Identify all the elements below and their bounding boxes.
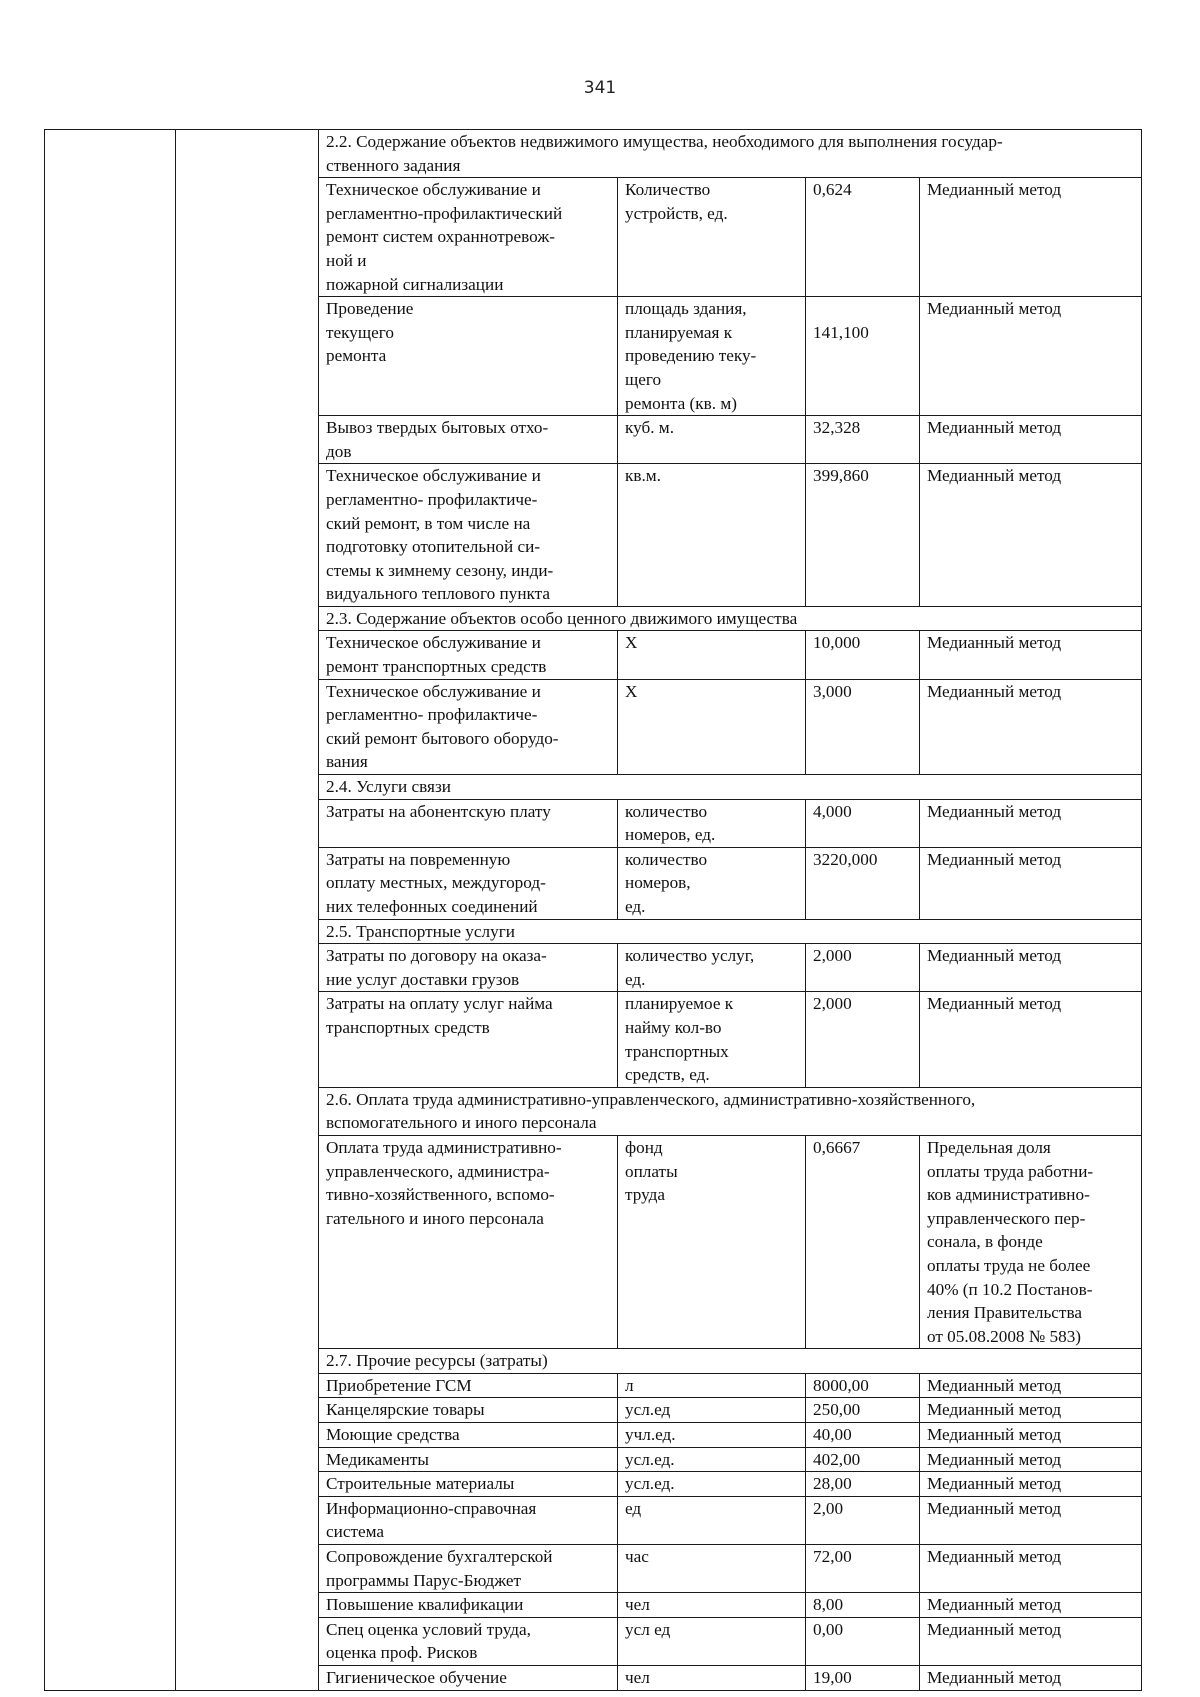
unit-of-measure: количество услуг, ед. <box>618 944 806 992</box>
norm-value: 0,00 <box>806 1617 920 1665</box>
calculation-method: Медианный метод <box>920 1472 1142 1497</box>
calculation-method: Медианный метод <box>920 1398 1142 1423</box>
calculation-method: Медианный метод <box>920 847 1142 919</box>
calculation-method: Медианный метод <box>920 1423 1142 1448</box>
unit-of-measure: учл.ед. <box>618 1423 806 1448</box>
cost-item-name: Техническое обслуживание и регламентно- профилактиче- ский ремонт, в том числе на подготовку отопительной си- стемы к зимнему сезону, инди- видуального теплового пункта <box>319 464 618 607</box>
section-title: 2.5. Транспортные услуги <box>319 919 1142 944</box>
unit-of-measure: усл.ед. <box>618 1472 806 1497</box>
norm-value: 2,000 <box>806 944 920 992</box>
cost-item-name: Гигиеническое обучение <box>319 1666 618 1691</box>
cost-item-name: Проведение текущего ремонта <box>319 297 618 416</box>
calculation-method: Медианный метод <box>920 992 1142 1087</box>
section-header-row <box>45 130 1142 178</box>
cost-item-name: Информационно-справочная система <box>319 1496 618 1544</box>
norm-value: 8000,00 <box>806 1373 920 1398</box>
cost-item-name: Вывоз твердых бытовых отхо- дов <box>319 416 618 464</box>
cost-item-name: Сопровождение бухгалтерской программы Парус-Бюджет <box>319 1545 618 1593</box>
norm-value: 40,00 <box>806 1423 920 1448</box>
calculation-method: Медианный метод <box>920 631 1142 679</box>
section-title: 2.7. Прочие ресурсы (затраты) <box>319 1349 1142 1374</box>
calculation-method: Предельная доля оплаты труда работни- ков административно- управленческого пер- сонала, в фонде оплаты труда не более 40% (п 10.2 Постанов- ления Правительства от 05.08.2008 № 583) <box>920 1135 1142 1348</box>
calculation-method: Медианный метод <box>920 1496 1142 1544</box>
unit-of-measure: кв.м. <box>618 464 806 607</box>
cost-item-name: Медикаменты <box>319 1447 618 1472</box>
unit-of-measure: куб. м. <box>618 416 806 464</box>
norm-value: 402,00 <box>806 1447 920 1472</box>
cost-item-name: Техническое обслуживание и ремонт транспортных средств <box>319 631 618 679</box>
unit-of-measure: фонд оплаты труда <box>618 1135 806 1348</box>
calculation-method: Медианный метод <box>920 178 1142 297</box>
cost-item-name: Канцелярские товары <box>319 1398 618 1423</box>
cost-item-name: Моющие средства <box>319 1423 618 1448</box>
calculation-method: Медианный метод <box>920 1617 1142 1665</box>
calculation-method: Медианный метод <box>920 416 1142 464</box>
norm-value: 399,860 <box>806 464 920 607</box>
calculation-method: Медианный метод <box>920 464 1142 607</box>
unit-of-measure: л <box>618 1373 806 1398</box>
expense-norms-table <box>44 129 1142 1691</box>
cost-item-name: Техническое обслуживание и регламентно- профилактиче- ский ремонт бытового оборудо- вания <box>319 679 618 774</box>
cost-item-name: Затраты на абонентскую плату <box>319 799 618 847</box>
unit-of-measure: час <box>618 1545 806 1593</box>
section-title: 2.3. Содержание объектов особо ценного движимого имущества <box>319 606 1142 631</box>
unit-of-measure: количество номеров, ед. <box>618 799 806 847</box>
section-title: 2.2. Содержание объектов недвижимого имущества, необходимого для выполнения государ- ственного задания <box>319 130 1142 178</box>
calculation-method: Медианный метод <box>920 1666 1142 1691</box>
unit-of-measure: усл ед <box>618 1617 806 1665</box>
unit-of-measure: чел <box>618 1593 806 1618</box>
cost-item-name: Затраты по договору на оказа- ние услуг доставки грузов <box>319 944 618 992</box>
norm-value: 72,00 <box>806 1545 920 1593</box>
norm-value: 0,624 <box>806 178 920 297</box>
norm-value: 141,100 <box>806 297 920 416</box>
cost-item-name: Затраты на оплату услуг найма транспортных средств <box>319 992 618 1087</box>
cost-item-name: Спец оценка условий труда, оценка проф. Рисков <box>319 1617 618 1665</box>
norm-value: 2,000 <box>806 992 920 1087</box>
unit-of-measure: ед <box>618 1496 806 1544</box>
norm-value: 19,00 <box>806 1666 920 1691</box>
unit-of-measure: Х <box>618 631 806 679</box>
calculation-method: Медианный метод <box>920 944 1142 992</box>
calculation-method: Медианный метод <box>920 679 1142 774</box>
unit-of-measure: усл.ед. <box>618 1447 806 1472</box>
unit-of-measure: чел <box>618 1666 806 1691</box>
norm-value: 8,00 <box>806 1593 920 1618</box>
unit-of-measure: планируемое к найму кол-во транспортных средств, ед. <box>618 992 806 1087</box>
norm-value: 3220,000 <box>806 847 920 919</box>
norm-value: 3,000 <box>806 679 920 774</box>
cost-item-name: Строительные материалы <box>319 1472 618 1497</box>
norm-value: 10,000 <box>806 631 920 679</box>
blank-column-2 <box>176 130 319 1691</box>
norm-value: 28,00 <box>806 1472 920 1497</box>
unit-of-measure: усл.ед <box>618 1398 806 1423</box>
calculation-method: Медианный метод <box>920 1447 1142 1472</box>
unit-of-measure: Х <box>618 679 806 774</box>
calculation-method: Медианный метод <box>920 1373 1142 1398</box>
page-number: 341 <box>583 78 617 98</box>
norm-value: 2,00 <box>806 1496 920 1544</box>
calculation-method: Медианный метод <box>920 799 1142 847</box>
unit-of-measure: Количество устройств, ед. <box>618 178 806 297</box>
blank-column-1 <box>45 130 176 1691</box>
norm-value: 0,6667 <box>806 1135 920 1348</box>
cost-item-name: Оплата труда административно- управленческого, администра- тивно-хозяйственного, вспомо- гательного и иного персонала <box>319 1135 618 1348</box>
cost-item-name: Затраты на повременную оплату местных, междугород- них телефонных соединений <box>319 847 618 919</box>
cost-item-name: Приобретение ГСМ <box>319 1373 618 1398</box>
norm-value: 32,328 <box>806 416 920 464</box>
section-title: 2.6. Оплата труда административно-управленческого, административно-хозяйственного, вспомогательного и иного персонала <box>319 1087 1142 1135</box>
norm-value: 250,00 <box>806 1398 920 1423</box>
calculation-method: Медианный метод <box>920 1545 1142 1593</box>
calculation-method: Медианный метод <box>920 297 1142 416</box>
section-title: 2.4. Услуги связи <box>319 775 1142 800</box>
norm-value: 4,000 <box>806 799 920 847</box>
cost-item-name: Техническое обслуживание и регламентно-профилактический ремонт систем охраннотревож- ной и пожарной сигнализации <box>319 178 618 297</box>
unit-of-measure: площадь здания, планируемая к проведению теку- щего ремонта (кв. м) <box>618 297 806 416</box>
cost-item-name: Повышение квалификации <box>319 1593 618 1618</box>
calculation-method: Медианный метод <box>920 1593 1142 1618</box>
unit-of-measure: количество номеров, ед. <box>618 847 806 919</box>
